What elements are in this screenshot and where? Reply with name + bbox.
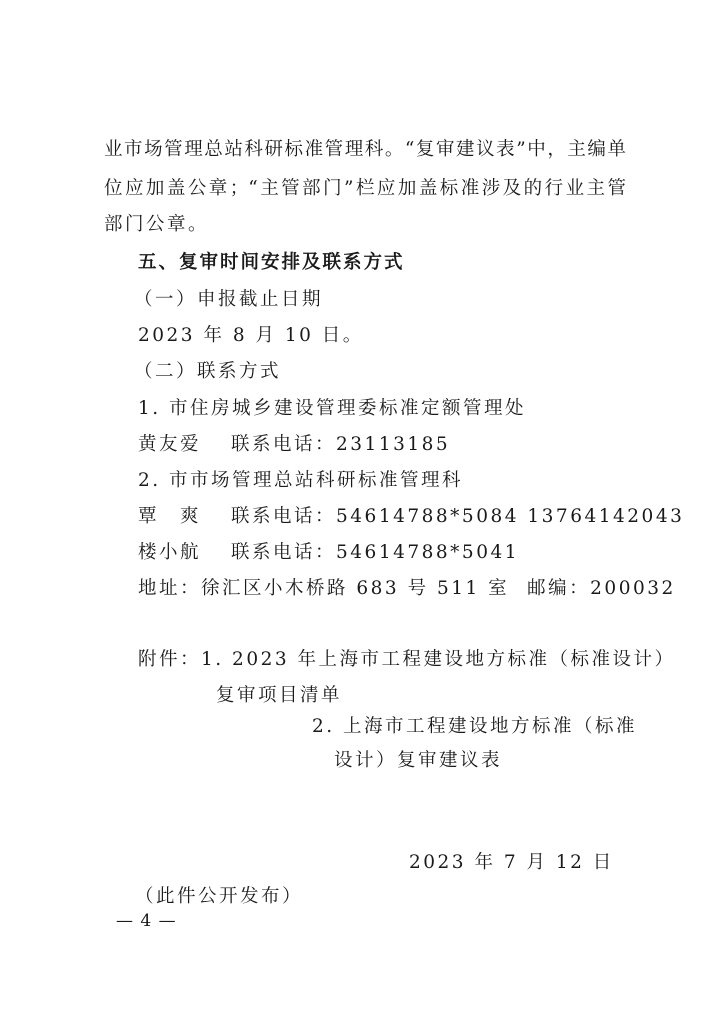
contact-name: 黄友爱 [138,434,202,455]
attachment-item-1-line-2: 复审项目清单 [216,685,343,706]
office-2: 2. 市市场管理总站科研标准管理科 [138,470,464,491]
paragraph-line-1: 业市场管理总站科研标准管理科。“复审建议表”中，主编单 [104,139,626,160]
section-heading: 五、复审时间安排及联系方式 [138,252,405,273]
page-number: — 4 — [116,911,177,931]
office-1: 1. 市住房城乡建设管理委标准定额管理处 [138,398,527,419]
document-date: 2023 年 7 月 12 日 [409,852,614,873]
deadline-heading: （一）申报截止日期 [134,289,324,310]
contact-phone: 联系电话：54614788*5084 13764142043 [231,506,685,527]
publish-note: （此件公开发布） [135,886,304,907]
paragraph-line-2: 位应加盖公章；“主管部门”栏应加盖标准涉及的行业主管 [104,178,626,199]
paragraph-line-3: 部门公章。 [104,214,210,235]
contact-phone: 联系电话：54614788*5041 [231,542,520,563]
attachment-1-title: 1. 2023 年上海市工程建设地方标准（标准设计） [201,649,676,670]
contact-heading: （二）联系方式 [134,361,282,382]
contact-name: 楼小航 [138,542,202,563]
contact-phone: 联系电话：23113185 [231,434,451,455]
postcode: 邮编：200032 [527,578,676,599]
contact-row-2 [138,505,684,529]
address-row [138,577,676,601]
attachment-item-2-line-2: 设计）复审建议表 [334,750,503,771]
contact-row-3 [138,541,519,565]
attachment-item-1-line-1 [138,648,676,672]
contact-row-1 [138,433,450,457]
contact-name: 覃 爽 [138,506,202,527]
deadline-date: 2023 年 8 月 10 日。 [138,325,364,346]
attachment-label: 附件： [138,649,202,670]
address: 地址：徐汇区小木桥路 683 号 511 室 [138,578,510,599]
attachment-item-2-line-1: 2. 上海市工程建设地方标准（标准 [312,716,638,737]
